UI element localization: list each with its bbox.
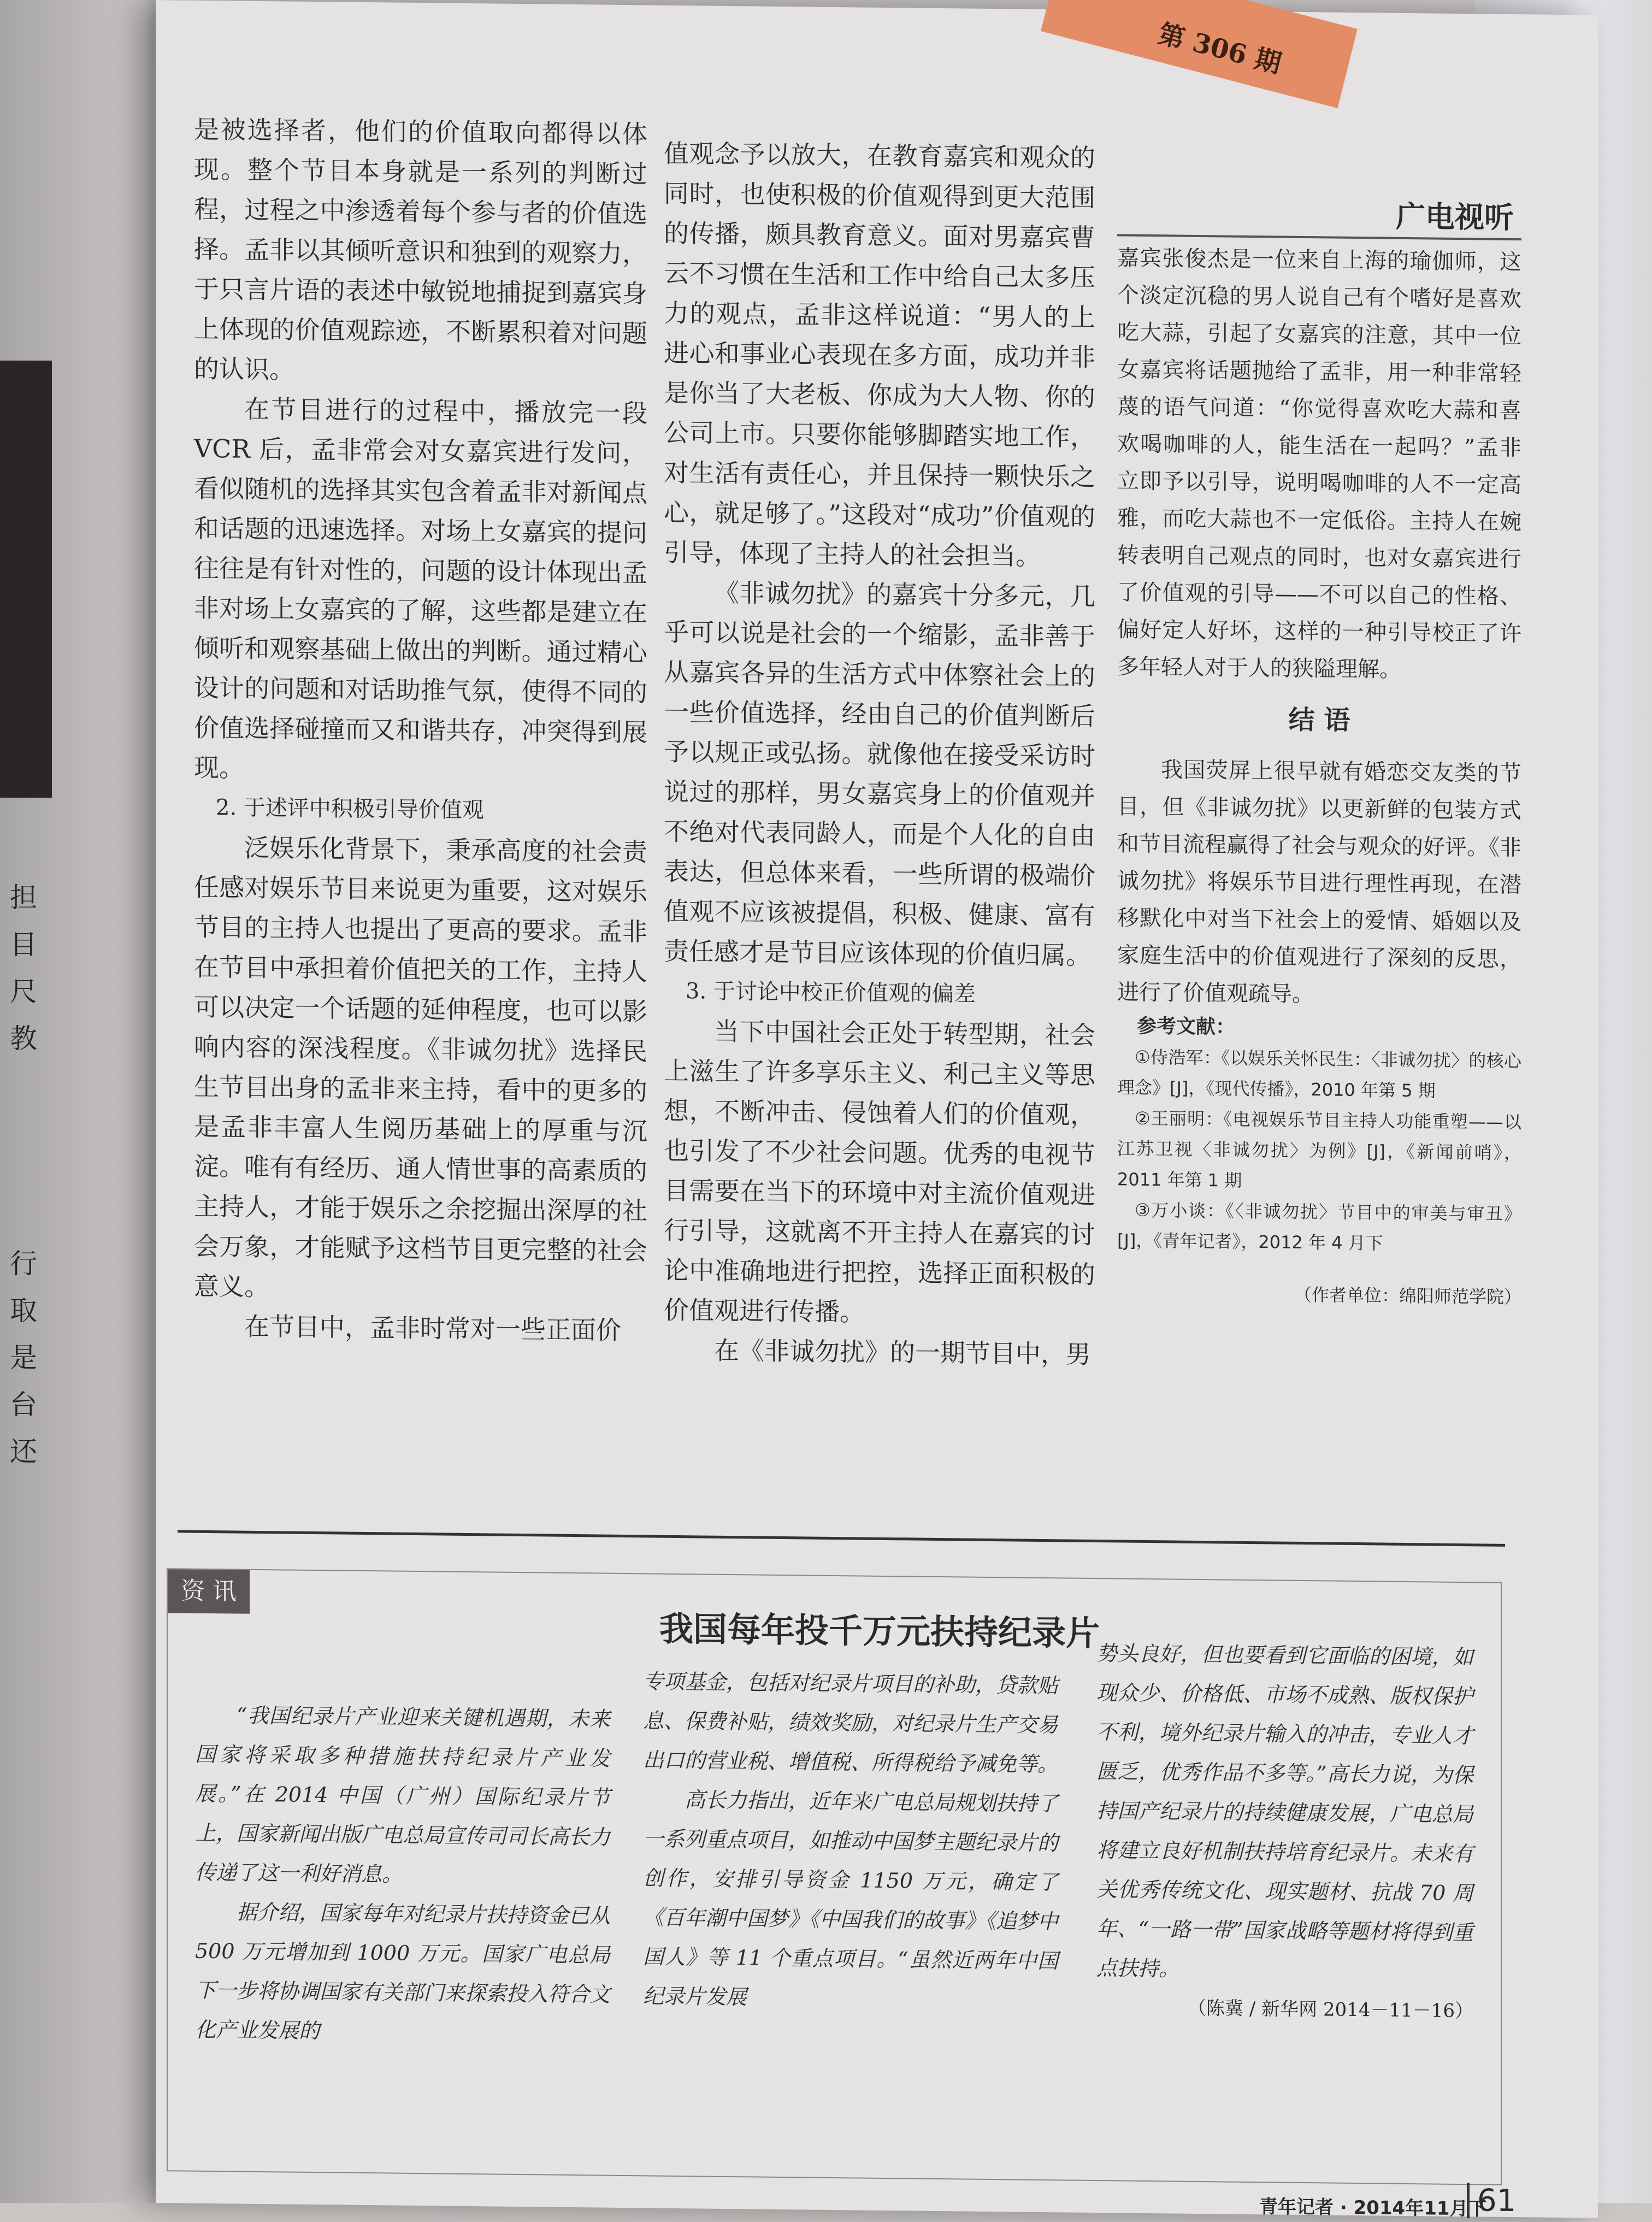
- paragraph: “我国纪录片产业迎来关键机遇期，未来国家将采取多种措施扶持纪录片产业发展。”在 2014 中国（广州）国际纪录片节上，国家新闻出版广电总局宣传司司长高长力传递了这一利好消息。: [195, 1703, 611, 1887]
- news-title: 我国每年投千万元扶持纪录片: [659, 1608, 1100, 1654]
- left-edge-char: 尺: [10, 976, 37, 1007]
- author-affiliation: （作者单位：绵阳师范学院）: [1294, 1284, 1521, 1308]
- paragraph: 值观念予以放大，在教育嘉宾和观众的同时，也使积极的价值观得到更大范围的传播，颇具教育意义。面对男嘉宾曹云不习惯在生活和工作中给自己太多压力的观点，孟非这样说道：“男人的上进心和事业心表现在多方面，成功并非是你当了大老板、你成为大人物、你的公司上市。只要你能够脚踏实地工作，对生活有责任心，并且保持一颗快乐之心，就足够了。”这段对“成功”价值观的引导，体现了主持人的社会担当。: [664, 138, 1095, 571]
- paragraph: 《非诚勿扰》的嘉宾十分多元，几乎可以说是社会的一个缩影，孟非善于从嘉宾各异的生活方式中体察社会上的一些价值选择，经由自己的价值判断后予以规正或弘扬。就像他在接受采访时说过的那样，男女嘉宾身上的价值观并不绝对代表同龄人，而是个人化的自由表达，但总体来看，一些所谓的极端价值观不应该被提倡，积极、健康、富有责任感才是节目应该体现的价值归属。: [664, 577, 1095, 970]
- section-label: 广电视听: [1396, 199, 1514, 235]
- conclusion-heading: 结 语: [1288, 704, 1350, 736]
- paragraph: 当下中国社会正处于转型期，社会上滋生了许多享乐主义、利己主义等思想，不断冲击、侵蚀着人们的价值观，也引发了不少社会问题。优秀的电视节目需要在当下的环境中对主流价值观进行引导，这就离不开主持人在嘉宾的讨论中准确地进行把控，选择正面积极的价值观进行传播。: [664, 1016, 1095, 1327]
- left-edge-char: 台: [10, 1389, 37, 1421]
- news-box: [167, 1568, 1502, 2185]
- news-source: （陈冀 / 新华网 2014－11－16）: [1188, 1997, 1473, 2023]
- article-column-1: [194, 110, 647, 1351]
- journal-footer: 青年记者 · 2014年11月下: [1259, 2196, 1487, 2220]
- left-edge-char: 教: [10, 1023, 37, 1054]
- left-edge-char: 担: [10, 882, 37, 913]
- left-edge-char: 行: [10, 1248, 37, 1280]
- paragraph: 在节目进行的过程中，播放完一段 VCR 后，孟非常会对女嘉宾进行发问，看似随机的选择其实包含着孟非对新闻点和话题的迅速选择。对场上女嘉宾的提问往往是有针对性的，问题的设计体现出孟非对场上女嘉宾的了解，这些都是建立在倾听和观察基础上做出的判断。通过精心设计的问题和对话助推气氛，使得不同的价值选择碰撞而又和谐共存，冲突得到展现。: [194, 394, 647, 783]
- issue-tab: [1041, 0, 1358, 108]
- article-column-2: [664, 134, 1095, 1375]
- paragraph: 嘉宾张俊杰是一位来自上海的瑜伽师，这个淡定沉稳的男人说自己有个嗜好是喜欢吃大蒜，引起了女嘉宾的注意，其中一位女嘉宾将话题抛给了孟非，用一种非常轻蔑的语气问道：“你觉得喜欢吃大蒜和喜欢喝咖啡的人，能生活在一起吗？”孟非立即予以引导，说明喝咖啡的人不一定高雅，而吃大蒜也不一定低俗。主持人在婉转表明自己观点的同时，也对女嘉宾进行了价值观的引导——不可以自己的性格、偏好定人好坏，这样的一种引导校正了许多年轻人对于人的狭隘理解。: [1117, 245, 1521, 682]
- page-number: 61: [1467, 2183, 1516, 2219]
- left-page-photo: [0, 361, 52, 798]
- references-title: 参考文献：: [1137, 1015, 1236, 1039]
- left-edge-char: 取: [10, 1295, 37, 1327]
- paragraph: 我国荧屏上很早就有婚恋交友类的节目，但《非诚勿扰》以更新鲜的包装方式和节目流程赢得了社会与观众的好评。《非诚勿扰》将娱乐节目进行理性再现，在潜移默化中对当下社会上的爱情、婚姻以及家庭生活中的价值观进行了深刻的反思，进行了价值观疏导。: [1117, 757, 1521, 1007]
- paragraph: 势头良好，但也要看到它面临的困境，如现众少、价格低、市场不成熟、版权保护不利，境外纪录片输入的冲击，专业人才匮乏，优秀作品不多等。”高长力说，为保持国产纪录片的持续健康发展，广电总局将建立良好机制扶持培育纪录片。未来有关优秀传统文化、现实题材、抗战 70 周年、“一路一带”国家战略等题材将得到重点扶持。: [1096, 1641, 1473, 1981]
- paragraph: 专项基金，包括对纪录片项目的补助，贷款贴息、保费补贴，绩效奖励，对纪录片生产交易出口的营业税、增值税、所得税给予减免等。: [643, 1669, 1059, 1777]
- left-page-edge: [0, 0, 180, 2203]
- section-divider: [178, 1530, 1505, 1546]
- reference-item: ③万小谈：《〈非诚勿扰〉节目中的审美与审丑》[J]，《青年记者》，2012 年 4 月下: [1117, 1199, 1521, 1254]
- news-tag: 资 讯: [168, 1569, 250, 1614]
- paragraph: 是被选择者，他们的价值取向都得以体现。整个节目本身就是一系列的判断过程，过程之中渗透着每个参与者的价值选择。孟非以其倾听意识和独到的观察力，于只言片语的表述中敏锐地捕捉到嘉宾身上体现的价值观踪迹，不断累积着对问题的认识。: [194, 114, 647, 385]
- subheading: 3. 于讨论中校正价值观的偏差: [686, 979, 976, 1007]
- left-edge-char: 目: [10, 929, 37, 960]
- subheading: 2. 于述评中积极引导价值观: [216, 795, 484, 823]
- left-edge-char: 是: [10, 1342, 37, 1374]
- article-column-3: [1117, 239, 1521, 1312]
- references: [1117, 1011, 1521, 1312]
- news-column-1: [195, 1695, 610, 2054]
- magazine-page: [156, 0, 1598, 2218]
- reference-item: ②王丽明：《电视娱乐节目主持人功能重塑——以江苏卫视〈非诚勿扰〉为例》[J]，《新闻前哨》，2011 年第 1 期: [1117, 1107, 1521, 1191]
- paragraph: 在《非诚勿扰》的一期节目中，男: [714, 1335, 1091, 1369]
- left-edge-char: 还: [10, 1436, 37, 1467]
- paragraph: 据介绍，国家每年对纪录片扶持资金已从 500 万元增加到 1000 万元。国家广电总局下一步将协调国家有关部门来探索投入符合文化产业发展的: [195, 1900, 611, 2043]
- news-column-2: [643, 1661, 1058, 2020]
- news-column-3: [1096, 1634, 1473, 2031]
- issue-label: 第 306 期: [1155, 18, 1284, 80]
- paragraph: 高长力指出，近年来广电总局规划扶持了一系列重点项目，如推动中国梦主题纪录片的创作，安排引导资金 1150 万元，确定了《百年潮中国梦》《中国我们的故事》《追梦中国人》等 11 个重点项目。“虽然近两年中国纪录片发展: [643, 1788, 1059, 2009]
- paragraph: 在节目中，孟非时常对一些正面价: [244, 1311, 621, 1345]
- paragraph: 泛娱乐化背景下，秉承高度的社会责任感对娱乐节目来说更为重要，这对娱乐节目的主持人也提出了更高的要求。孟非在节目中承担着价值把关的工作，主持人可以决定一个话题的延伸程度，也可以影响内容的深浅程度。《非诚勿扰》选择民生节目出身的孟非来主持，看中的更多的是孟非丰富人生阅历基础上的厚重与沉淀。唯有有经历、通人情世事的高素质的主持人，才能于娱乐之余挖掘出深厚的社会万象，才能赋予这档节目更完整的社会意义。: [194, 833, 647, 1302]
- reference-item: ①侍浩军：《以娱乐关怀民生：〈非诚勿扰〉的核心理念》[J]，《现代传播》，2010 年第 5 期: [1117, 1046, 1521, 1101]
